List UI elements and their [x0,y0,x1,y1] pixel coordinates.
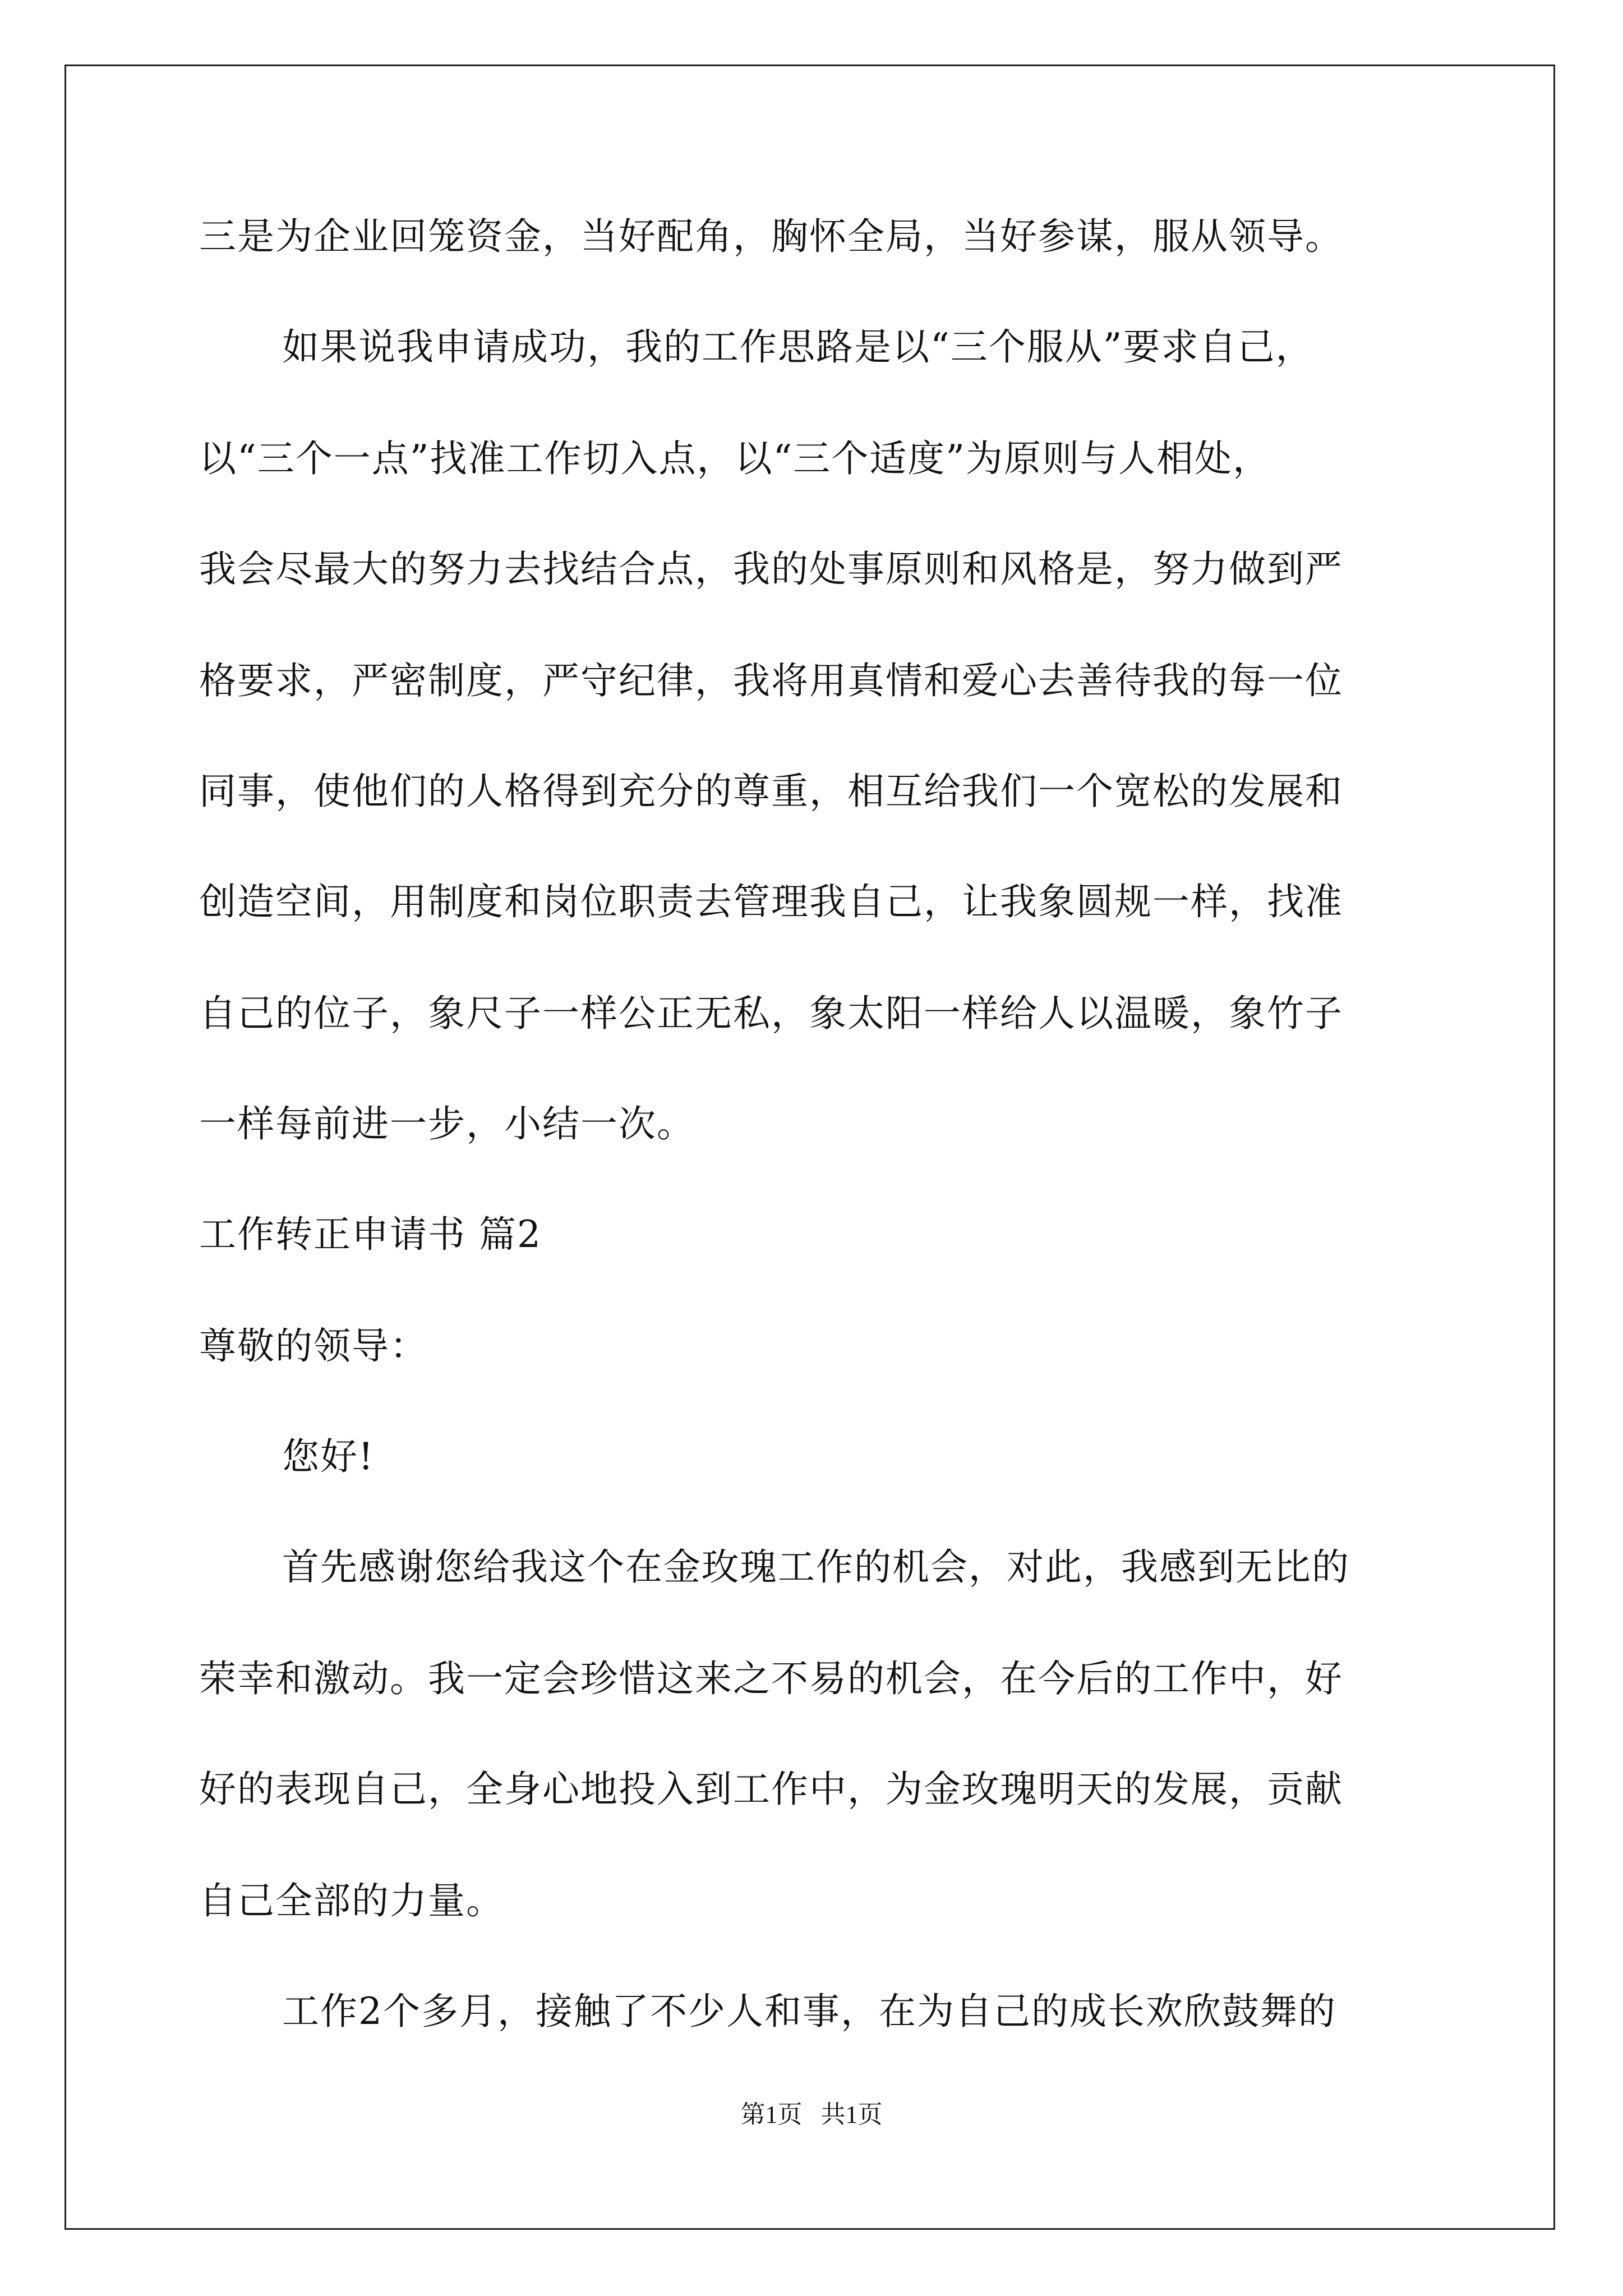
paragraph-line: 三是为企业回笼资金，当好配角，胸怀全局，当好参谋，服从领导。 [199,215,1343,258]
paragraph-line: 自己全部的力量。 [199,1879,504,1922]
paragraph-line: 如果说我申请成功，我的工作思路是以“三个服从”要求自己， [282,325,1314,369]
paragraph-line: 荣幸和激动。我一定会珍惜这来之不易的机会，在今后的工作中，好 [199,1657,1343,1700]
paragraph-line: 首先感谢您给我这个在金玫瑰工作的机会，对此，我感到无比的 [282,1545,1350,1589]
paragraph-line: 创造空间，用制度和岗位职责去管理我自己，让我象圆规一样，找准 [199,880,1343,923]
section-heading: 工作转正申请书 篇2 [199,1213,542,1256]
paragraph-line: 好的表现自己，全身心地投入到工作中，为金玫瑰明天的发展，贡献 [199,1768,1343,1811]
paragraph-line: 以“三个一点”找准工作切入点，以“三个适度”为原则与人相处， [199,437,1271,480]
paragraph-line: 自己的位子，象尺子一样公正无私，象太阳一样给人以温暖，象竹子 [199,992,1343,1035]
paragraph-line: 格要求，严密制度，严守纪律，我将用真情和爱心去善待我的每一位 [199,659,1343,702]
page-number-footer: 第1页 共1页 [740,2101,883,2128]
paragraph-line: 工作2个多月，接触了不少人和事，在为自己的成长欢欣鼓舞的 [282,1990,1336,2033]
greeting: 您好! [282,1435,375,1478]
paragraph-line: 同事，使他们的人格得到充分的尊重，相互给我们一个宽松的发展和 [199,770,1343,813]
salutation: 尊敬的领导： [199,1324,428,1368]
paragraph-line: 一样每前进一步，小结一次。 [199,1102,695,1145]
paragraph-line: 我会尽最大的努力去找结合点，我的处事原则和风格是，努力做到严 [199,547,1343,591]
